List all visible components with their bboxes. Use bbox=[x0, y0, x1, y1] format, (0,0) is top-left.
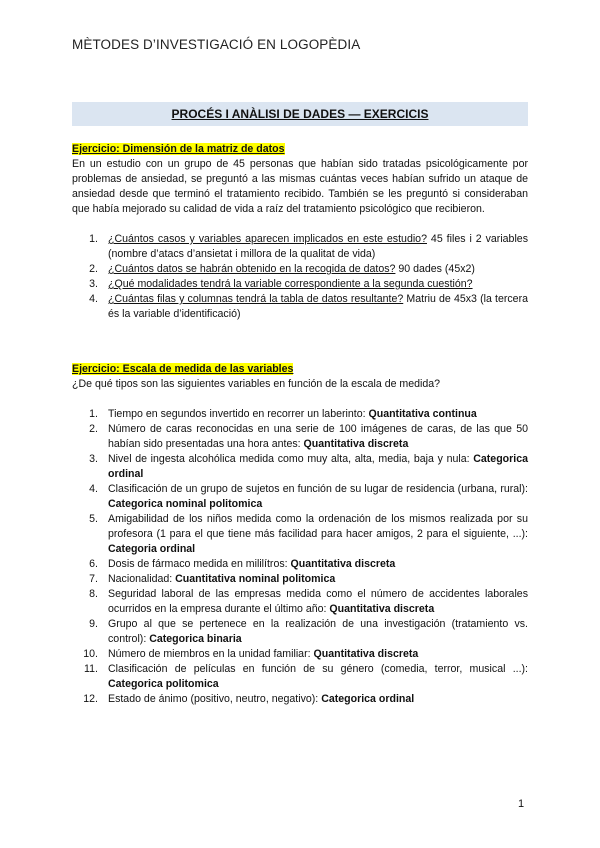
item-number: 12. bbox=[83, 693, 98, 705]
list-item bbox=[72, 482, 528, 512]
item-text: Seguridad laboral de las empresas medida como el número de accidentes laborales ocurridos en la empresa durante el último año: bbox=[108, 588, 528, 615]
exercise-1-heading: Ejercicio: Dimensión de la matriz de datos bbox=[72, 143, 285, 155]
item-text: Tiempo en segundos invertido en recorrer un laberinto: bbox=[108, 408, 369, 420]
item-number: 6. bbox=[89, 558, 98, 570]
item-answer: Categorica politomica bbox=[108, 678, 219, 690]
title-box bbox=[72, 102, 528, 126]
item-answer: Cuantitativa nominal politomica bbox=[175, 573, 336, 585]
page-number: 1 bbox=[518, 798, 525, 810]
item-number: 7. bbox=[89, 573, 98, 585]
item-number: 2. bbox=[89, 423, 98, 435]
item-text: Clasificación de un grupo de sujetos en función de su lugar de residencia (urbana, rural): bbox=[108, 483, 528, 495]
list-item bbox=[72, 692, 528, 707]
item-number: 1. bbox=[89, 408, 98, 420]
list-item bbox=[72, 277, 528, 292]
page-title: PROCÉS I ANÀLISI DE DADES — EXERCICIS bbox=[171, 107, 429, 121]
item-answer: Matriu de 45x3 (la tercera és la variable d’identificació) bbox=[108, 293, 528, 320]
list-item bbox=[72, 512, 528, 557]
item-text: Dosis de fármaco medida en mililítros: bbox=[108, 558, 291, 570]
exercise-1-list bbox=[72, 232, 528, 322]
item-text: Número de miembros en la unidad familiar: bbox=[108, 648, 314, 660]
item-answer: Categorica binaria bbox=[149, 633, 242, 645]
page-header: MÈTODES D’INVESTIGACIÓ EN LOGOPÈDIA bbox=[72, 37, 361, 52]
item-answer: Categorica ordinal bbox=[108, 453, 528, 480]
item-number: 4. bbox=[89, 483, 98, 495]
item-number: 10. bbox=[83, 648, 98, 660]
item-question: ¿Cuántos casos y variables aparecen implicados en este estudio? bbox=[108, 233, 427, 245]
exercise-2-intro: ¿De qué tipos son las siguientes variables en función de la escala de medida? bbox=[72, 378, 441, 390]
item-number: 3. bbox=[89, 453, 98, 465]
item-number: 9. bbox=[89, 618, 98, 630]
item-number: 1. bbox=[89, 233, 98, 245]
list-item bbox=[72, 452, 528, 482]
item-question: ¿Cuántas filas y columnas tendrá la tabla de datos resultante? bbox=[108, 293, 404, 305]
item-answer: Quantitativa continua bbox=[368, 408, 477, 420]
list-item bbox=[72, 232, 528, 262]
item-question: ¿Cuántos datos se habrán obtenido en la recogida de datos? bbox=[108, 263, 396, 275]
list-item bbox=[72, 587, 528, 617]
list-item bbox=[72, 572, 528, 587]
item-number: 3. bbox=[89, 278, 98, 290]
item-text: Clasificación de películas en función de su género (comedia, terror, musical ...): bbox=[108, 663, 528, 675]
item-answer: 45 files i 2 variables (nombre d’atacs d’ansietat i millora de la qualitat de vida) bbox=[108, 233, 528, 260]
item-answer: Categoria ordinal bbox=[108, 543, 196, 555]
list-item bbox=[72, 647, 528, 662]
item-number: 8. bbox=[89, 588, 98, 600]
item-text: Nacionalidad: bbox=[108, 573, 176, 585]
exercise-2-section bbox=[72, 362, 528, 707]
item-number: 4. bbox=[89, 293, 98, 305]
list-item bbox=[72, 292, 528, 322]
item-answer: Quantitativa discreta bbox=[303, 438, 409, 450]
list-item bbox=[72, 422, 528, 452]
exercise-2-list bbox=[72, 407, 528, 707]
item-question: ¿Qué modalidades tendrá la variable correspondiente a la segunda cuestión? bbox=[108, 278, 473, 290]
list-item bbox=[72, 662, 528, 692]
item-answer: Categorica nominal politomica bbox=[108, 498, 263, 510]
item-text: Grupo al que se pertenece en la realización de una investigación (tratamiento vs. control): bbox=[108, 618, 528, 645]
item-number: 5. bbox=[89, 513, 98, 525]
item-answer: 90 dades (45x2) bbox=[395, 263, 475, 275]
item-answer: Quantitativa discreta bbox=[329, 603, 435, 615]
item-number: 11. bbox=[84, 663, 98, 675]
exercise-2-heading: Ejercicio: Escala de medida de las variables bbox=[72, 363, 294, 375]
exercise-1-section bbox=[72, 142, 528, 322]
list-item bbox=[72, 407, 528, 422]
item-text: Número de caras reconocidas en una serie de 100 imágenes de caras, de las que 50 habían sido presentadas una hora antes: bbox=[108, 423, 528, 450]
exercise-1-paragraph: En un estudio con un grupo de 45 personas que habían sido tratadas psicológicamente por problemas de ansiedad, se preguntó a las mismas cuántas veces habían sufrido un ataque de ansiedad desde que terminó el tratamiento recibido. También se les preguntó si consideraban que había mejorado su calidad de vida a raíz del tratamiento psicológico que recibieron. bbox=[72, 158, 528, 215]
item-number: 2. bbox=[89, 263, 98, 275]
list-item bbox=[72, 557, 528, 572]
item-answer: Quantitativa discreta bbox=[313, 648, 419, 660]
item-text: Nivel de ingesta alcohólica medida como muy alta, alta, media, baja y nula: bbox=[108, 453, 474, 465]
item-answer: Categorica ordinal bbox=[321, 693, 415, 705]
item-text: Amigabilidad de los niños medida como la ordenación de los mismos realizada por su profesora (1 para el que tiene más facilidad para hacer amigos, 2 para el siguiente, ...): bbox=[108, 513, 528, 540]
item-text: Estado de ánimo (positivo, neutro, negativo): bbox=[108, 693, 322, 705]
list-item bbox=[72, 617, 528, 647]
item-answer: Quantitativa discreta bbox=[290, 558, 396, 570]
list-item bbox=[72, 262, 528, 277]
